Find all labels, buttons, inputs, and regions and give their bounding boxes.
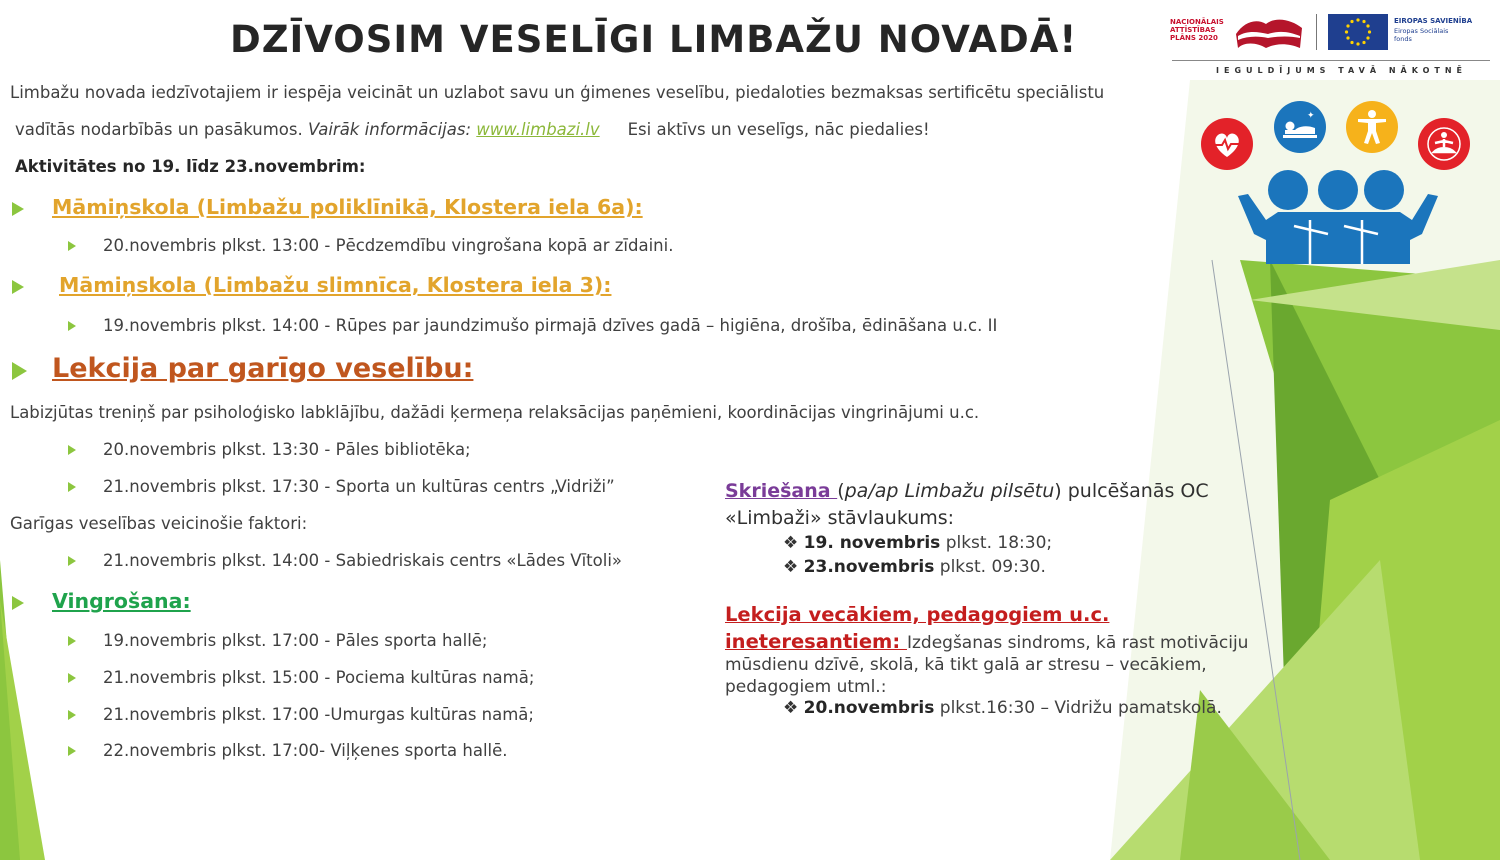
mental-health-lecture-heading: Lekcija par garīgo veselību: [52, 353, 474, 384]
list-item: ❖ 20.novembris plkst.16:30 – Vidrižu pamatskolā. [783, 698, 1222, 718]
logo-divider [1316, 14, 1317, 50]
list-item: 19.novembris plkst. 17:00 - Pāles sporta hallē; [103, 631, 488, 650]
nap-logo: NACIONĀLAIS ATTĪSTĪBAS PLĀNS 2020 [1170, 18, 1224, 42]
bullet-arrow-icon [68, 636, 76, 646]
parents-lecture-desc-3: pedagogiem utml.: [725, 677, 887, 697]
diamond-bullet-icon: ❖ [783, 698, 799, 718]
bullet-arrow-icon [68, 445, 76, 455]
running-route: pa/ap Limbažu pilsētu [844, 480, 1055, 502]
logo-underline [1172, 60, 1490, 61]
maminskola-poliklinika-heading: Māmiņskola (Limbažu poliklīnikā, Klostera iela 6a): [52, 195, 643, 219]
mental-health-factors-label: Garīgas veselības veicinošie faktori: [10, 514, 308, 533]
running-meeting-point: «Limbaži» stāvlaukums: [725, 507, 955, 529]
parents-lecture-heading-cont: ineteresantiem: [725, 630, 907, 653]
list-item: 21.novembris plkst. 17:00 -Umurgas kultūras namā; [103, 705, 534, 724]
bullet-arrow-icon [12, 596, 24, 610]
running-heading: Skriešana [725, 480, 838, 502]
list-item: 21.novembris plkst. 17:30 - Sporta un kultūras centrs „Vidriži” [103, 477, 615, 496]
logo-tagline: IEGULDĪJUMS TAVĀ NĀKOTNĒ [1216, 66, 1467, 75]
intro-line-1: Limbažu novada iedzīvotajiem ir iespēja veicināt un uzlabot savu un ģimenes veselību, piedaloties bezmaksas sertificētu speciālistu [10, 83, 1105, 102]
intro-line-2 [15, 120, 930, 139]
list-item: 21.novembris plkst. 14:00 - Sabiedriskais centrs «Lādes Vītoli» [103, 551, 623, 570]
page-title: DZĪVOSIM VESELĪGI LIMBAŽU NOVADĀ! [230, 18, 1078, 61]
people-group-icon [1232, 168, 1444, 264]
running-heading-line: Skriešana (pa/ap Limbažu pilsētu) pulcēšanās OC [725, 480, 1209, 502]
list-item: 19.novembris plkst. 14:00 - Rūpes par jaundzimušo pirmajā dzīves gadā – higiēna, drošība, ēdināšana u.c. II [103, 316, 998, 335]
bullet-arrow-icon [68, 746, 76, 756]
parents-lecture-desc-1: Izdegšanas sindroms, kā rast motivāciju [906, 633, 1249, 653]
parents-lecture-heading: Lekcija vecākiem, pedagogiem u.c. [725, 603, 1110, 626]
parents-lecture-line [725, 630, 1248, 653]
bullet-arrow-icon [68, 673, 76, 683]
heart-icon [1200, 117, 1254, 171]
svg-text:✦: ✦ [1307, 111, 1315, 121]
intro-line-2-start: vadītās nodarbībās un pasākumos. [15, 120, 308, 139]
activities-dates: Aktivitātes no 19. līdz 23.novembrim: [15, 157, 366, 176]
list-item: 22.novembris plkst. 17:00- Viļķenes sporta hallē. [103, 741, 508, 760]
bullet-arrow-icon [68, 710, 76, 720]
bullet-arrow-icon [68, 556, 76, 566]
latvia-flag-icon [1234, 14, 1304, 50]
intro-cta: Esi aktīvs un veselīgs, nāc piedalies! [627, 120, 930, 139]
parents-lecture-desc-2: mūsdienu dzīvē, skolā, kā tikt galā ar stresu – vecākiem, [725, 655, 1207, 675]
yoga-icon [1417, 117, 1471, 171]
bullet-arrow-icon [68, 321, 76, 331]
bullet-arrow-icon [68, 482, 76, 492]
person-icon [1345, 100, 1399, 154]
bullet-arrow-icon [12, 362, 27, 380]
bullet-arrow-icon [68, 241, 76, 251]
more-info-label: Vairāk informācijas: [307, 120, 477, 139]
bullet-arrow-icon [12, 202, 24, 216]
list-item: 20.novembris plkst. 13:30 - Pāles bibliotēka; [103, 440, 471, 459]
website-link[interactable]: www.limbazi.lv [476, 120, 600, 139]
maminskola-slimnica-heading: Māmiņskola (Limbažu slimnīca, Klostera iela 3): [59, 273, 612, 297]
mental-health-description: Labizjūtas treniņš par psiholoģisko labklājību, dažādi ķermeņa relaksācijas paņēmieni, koordinācijas vingrinājumi u.c. [10, 403, 980, 422]
list-item: 20.novembris plkst. 13:00 - Pēcdzemdību vingrošana kopā ar zīdaini. [103, 236, 674, 255]
sleep-icon [1273, 100, 1327, 154]
list-item: 21.novembris plkst. 15:00 - Pociema kultūras namā; [103, 668, 535, 687]
eu-flag-icon [1328, 14, 1388, 50]
bullet-arrow-icon [12, 280, 24, 294]
list-item: ❖ 23.novembris plkst. 09:30. [783, 557, 1046, 577]
diamond-bullet-icon: ❖ [783, 557, 799, 577]
eu-logo-text: EIROPAS SAVIENĪBA Eiropas Sociālais fonds [1394, 17, 1473, 43]
list-item: ❖ 19. novembris plkst. 18:30; [783, 533, 1053, 553]
exercise-heading: Vingrošana: [52, 589, 191, 613]
diamond-bullet-icon: ❖ [783, 533, 799, 553]
